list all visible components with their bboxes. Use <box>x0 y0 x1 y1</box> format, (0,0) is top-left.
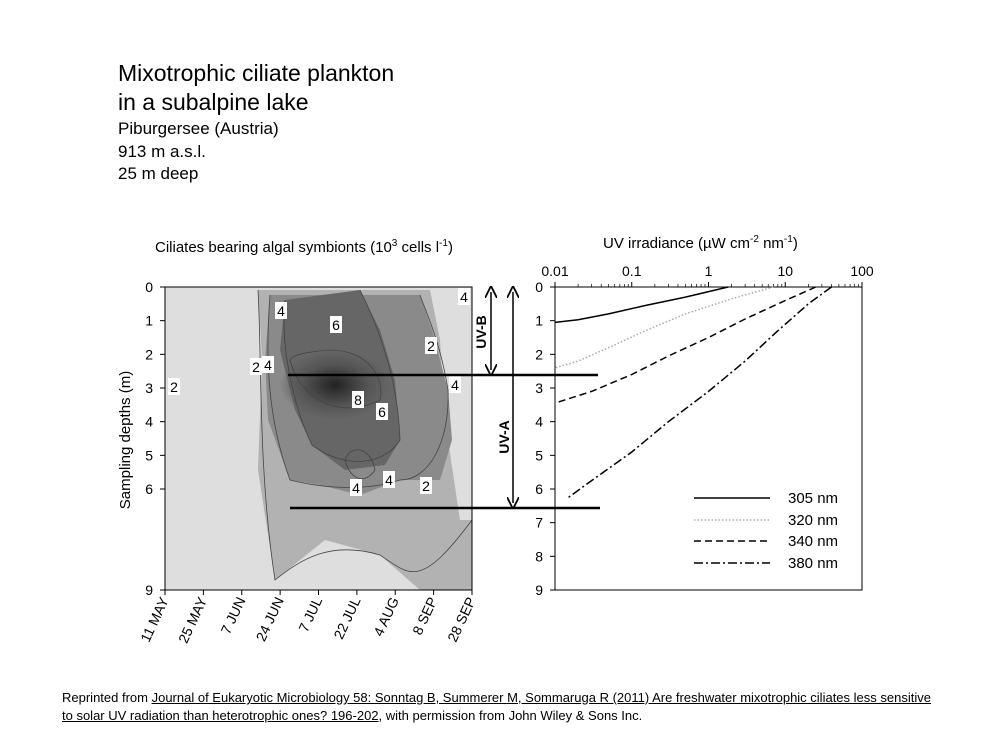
legend-label-340: 340 nm <box>788 533 839 550</box>
uv-xtick-label: 0.1 <box>622 263 642 279</box>
heatmap-xtick-label: 11 MAY <box>137 594 172 645</box>
uv-ytick-label: 1 <box>535 312 543 329</box>
credit-suffix: , with permission from John Wiley & Sons Inc. <box>378 708 643 723</box>
heatmap-xtick-label: 8 SEP <box>409 594 441 638</box>
uvb-label: UV-B <box>473 315 489 349</box>
uv-series-line-320nm <box>555 287 773 368</box>
heatmap-ytick-label: 9 <box>145 582 153 598</box>
uv-lines <box>555 287 832 497</box>
uv-ytick-label: 3 <box>535 380 543 396</box>
credit-prefix: Reprinted from <box>62 690 152 705</box>
contour-label: 2 <box>252 359 260 375</box>
contour-level-8 <box>280 350 390 420</box>
contour-label: 2 <box>427 338 435 354</box>
heatmap-xtick-label: 7 JUL <box>295 594 326 635</box>
heatmap-xtick-label: 4 AUG <box>370 594 402 639</box>
uva-label: UV-A <box>496 420 512 454</box>
uv-ytick-label: 8 <box>535 548 543 565</box>
heatmap-xtick-label: 22 JUL <box>330 594 364 642</box>
figure-title-line1: Mixotrophic ciliate plankton <box>118 60 395 86</box>
heatmap-xtick-label: 25 MAY <box>174 594 211 646</box>
uv-series-line-305nm <box>555 287 728 322</box>
heatmap-ytick-label: 0 <box>145 279 153 295</box>
contour-label: 2 <box>170 379 178 395</box>
uv-ytick-label: 5 <box>535 447 543 464</box>
contour-label: 4 <box>277 303 285 319</box>
heatmap-ytick-label: 2 <box>145 346 153 363</box>
lake-depth: 25 m deep <box>118 164 199 183</box>
credit-note <box>62 689 942 725</box>
uv-title: UV irradiance (µW $cm^{-2}$ $nm^{-1}$) <box>603 234 798 252</box>
heatmap-ytick-label: 5 <box>145 447 153 464</box>
legend-label-305: 305 nm <box>788 490 839 507</box>
contour-label: 4 <box>385 472 393 488</box>
contour-label: 6 <box>332 317 340 333</box>
uv-series-line-380nm <box>569 287 832 497</box>
uv-xtick-label: 100 <box>850 263 874 279</box>
uv-ytick-label: 2 <box>535 346 543 363</box>
heatmap-plot <box>165 287 472 590</box>
contour-label: 4 <box>264 357 272 373</box>
heatmap-ytick-label: 6 <box>145 481 153 497</box>
lake-name: Piburgersee (Austria) <box>118 119 279 138</box>
contour-label: 4 <box>460 289 468 305</box>
heatmap-xtick-label: 24 JUN <box>252 594 287 644</box>
uv-xtick-label: 10 <box>777 263 794 279</box>
lake-altitude: 913 m a.s.l. <box>118 142 206 161</box>
heatmap-xtick-label: 7 JUN <box>217 594 249 637</box>
legend-label-320: 320 nm <box>788 512 839 529</box>
heatmap-title: Ciliates bearing algal symbionts ($10^3$ cells $l^{-1}$) <box>155 238 453 256</box>
uv-ytick-label: 7 <box>535 514 543 531</box>
contour-label: 6 <box>378 404 386 420</box>
legend-label-380: 380 nm <box>788 555 839 572</box>
credit-link[interactable]: Journal of Eukaryotic Microbiology 58: Sonntag B, Summerer M, Sommaruga R (2011) Are freshwater mixotrophic ciliates less sensitive to solar UV radiation than heterotrophic ones? 196-202 <box>62 690 931 723</box>
contour-label: 4 <box>352 480 360 496</box>
heatmap-ytick-label: 4 <box>145 413 153 430</box>
heatmap-ylabel: Sampling depths (m) <box>117 370 134 510</box>
contour-label: 2 <box>422 478 430 494</box>
uv-xtick-label: 1 <box>704 263 713 279</box>
uv-ytick-label: 4 <box>535 413 543 430</box>
uv-ytick-label: 6 <box>535 481 543 497</box>
uv-series-line-340nm <box>555 287 816 403</box>
uv-ytick-label: 9 <box>535 582 543 598</box>
contour-label: 8 <box>354 392 362 408</box>
heatmap-xtick-label: 28 SEP <box>444 594 479 645</box>
figure-title-line2: in a subalpine lake <box>118 89 309 115</box>
contour-label: 4 <box>451 377 459 393</box>
legend <box>694 490 838 572</box>
uv-ytick-label: 0 <box>535 279 543 295</box>
uv-xtick-label: 0.01 <box>541 263 569 279</box>
heatmap-ytick-label: 1 <box>145 312 153 329</box>
heatmap-ytick-label: 3 <box>145 380 153 396</box>
